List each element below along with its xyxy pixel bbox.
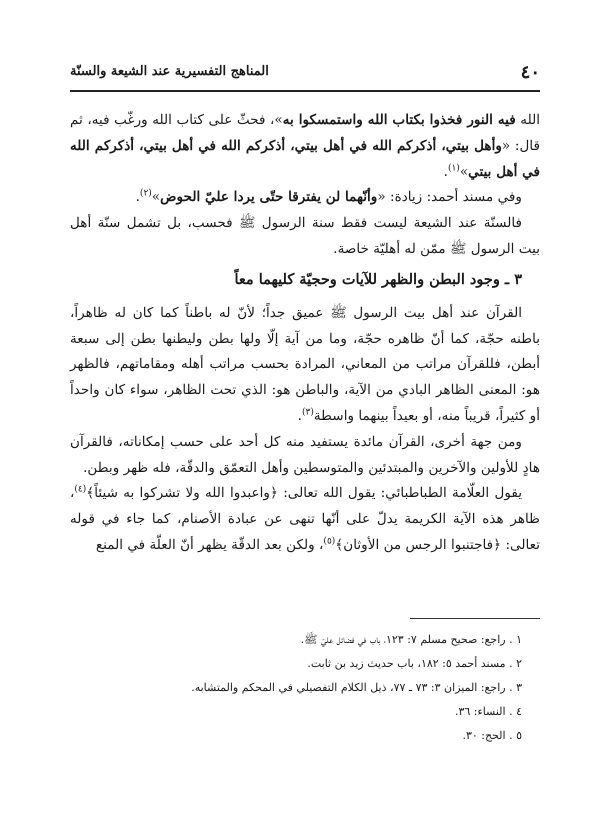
footnote-ref-4: (٤): [74, 484, 87, 495]
hadith-quote: فيه النور فخذوا بكتاب الله واستمسكوا به: [282, 112, 516, 128]
text-run: يقول العلّامة الطباطبائي: يقول الله تعالى: ﴿: [270, 485, 523, 502]
paragraph-musnad: وفي مسند أحمد: زيادة: «وأنّهما لن يفترقا حتّى يردا عليّ الحوض»$^{(٢)}$.: [135, 188, 522, 206]
hadith-quote: وأهل بيتي، أذكركم الله في أهل بيتي، أذكركم الله في أهل بيتي، أذكركم الله في أهل بيتي: [70, 137, 540, 180]
main-text: [70, 108, 540, 559]
paragraph-hadith: الله فيه النور فخذوا بكتاب الله واستمسكوا به»، فحثّ على كتاب الله ورغّب فيه، ثم قال: «وأهل بيتي، أذكركم الله في أهل بيتي، أذكركم الله في أهل بيتي، أذكركم الله في أهل بيتي»$^{(١)}$.: [70, 112, 540, 180]
page-header: [70, 58, 540, 88]
paragraph-batin: القرآن عند أهل بيت الرسول ﷺ عميق جداً؛ لأنّ له باطناً كما كان له ظاهراً، باطنه حجّة، كما أنّ ظاهره حجّة، وما من آية إلّا ولها بطن وليطنها بطن إلى سبعة أبطن، فللقرآن مراتب من المعاني، المرادة بحسب مراتب أهله ومقاماتهم، فالظهر هو: المعنى الظاهر البادي من الآية، والباطن هو: الذي تحت الظاهر، سواء كان واحداً أو كثيراً، قريباً منه، أو بعيداً بينهما واسطة$^{(٣)}$.: [70, 304, 540, 424]
text-run: الله: [515, 112, 540, 128]
page-number: ٤٠: [520, 62, 540, 83]
text-run: ﴾: [335, 536, 344, 553]
footnote-1: ١ . راجع: صحيح مسلم ٧: ١٢٣، باب في فضائل عليّ ﷺ.: [300, 633, 522, 646]
verse-quote: واعبدوا الله ولا تشركوا به شيئاً: [94, 485, 270, 502]
text-run: ، ظاهر هذه الآية الكريمة يدلّ على أنّها تنهى عن عبادة الأصنام، كما جاء في قوله تعالى: ﴿: [70, 485, 540, 553]
text-run: »: [151, 189, 161, 206]
running-title: المناهج التفسيرية عند الشيعة والسنّة: [70, 64, 269, 79]
paragraph-sunnah: فالسنّة عند الشيعة ليست فقط سنة الرسول ﷺ فحسب، بل تشمل سنّة أهل بيت الرسول ﷺ ممّن له أهليّة خاصة.: [70, 215, 540, 257]
text-run: »: [459, 163, 469, 180]
footnote-ref-2: (٢): [139, 188, 152, 199]
footnote-3: ٣ . راجع: الميزان ٣: ٧٣ ـ ٧٧، ذيل الكلام التفصيلي في المحكم والمتشابه.: [191, 681, 522, 694]
footnote-ref-3: (٣): [301, 407, 314, 418]
header-rule: [70, 90, 540, 92]
text-run: القرآن عند أهل بيت الرسول ﷺ عميق جداً؛ لأنّ له باطناً كما كان له ظاهراً، باطنه حجّة، كما أنّ ظاهره حجّة، وما من آية إلّا ولها بطن وليطنها بطن إلى سبعة أبطن، فللقرآن مراتب من المعاني، المرادة بحسب مراتب أهله ومقاماتهم، فالظهر هو: المعنى الظاهر البادي من الآية، والباطن هو: الذي تحت الظاهر، سواء كان واحداً أو كثيراً، قريباً منه، أو بعيداً بينهما واسطة: [70, 304, 540, 424]
footnote-ref-1: (١): [447, 163, 460, 174]
section-title: ٣ ـ وجود البطن والظهر للآيات وحجيّة كليهما معاً: [234, 270, 522, 288]
text-run: وفي مسند أحمد: زيادة: «: [377, 189, 522, 206]
verse-quote: فاجتنبوا الرجس من الأوثان: [343, 536, 494, 553]
footnote-2: ٢ . مسند أحمد ٥: ١٨٢، باب حديث زيد بن ثابت.: [307, 657, 522, 670]
footnote-rule: [410, 618, 540, 619]
footnote-5: ٥ . الحج: ٣٠.: [462, 729, 522, 742]
footnote-4: ٤ . النساء: ٣٦.: [454, 705, 522, 718]
text-run: ، ولكن بعد الدقّة يظهر أنّ العلّة في المنع: [95, 536, 324, 553]
footnotes: [70, 628, 540, 748]
footnote-ref-5: (٥): [323, 536, 336, 547]
text-run: »، فحثّ على كتاب الله ورغّب فيه، ثم قال: «: [70, 112, 540, 154]
hadith-quote: وأنّهما لن يفترقا حتّى يردا عليّ الحوض: [160, 189, 378, 206]
text-run: ﴾: [86, 485, 95, 502]
paragraph-quran-table: ومن جهة أخرى، القرآن مائدة يستفيد منه كل أحد على حسب إمكاناته، فالقرآن هادٍ للأولين والآخرين والمبتدئين والمتوسطين وأهل التعمّق والدقّة، فله ظهر وبطن.: [70, 433, 540, 476]
paragraph-tabatabai: [70, 481, 540, 558]
